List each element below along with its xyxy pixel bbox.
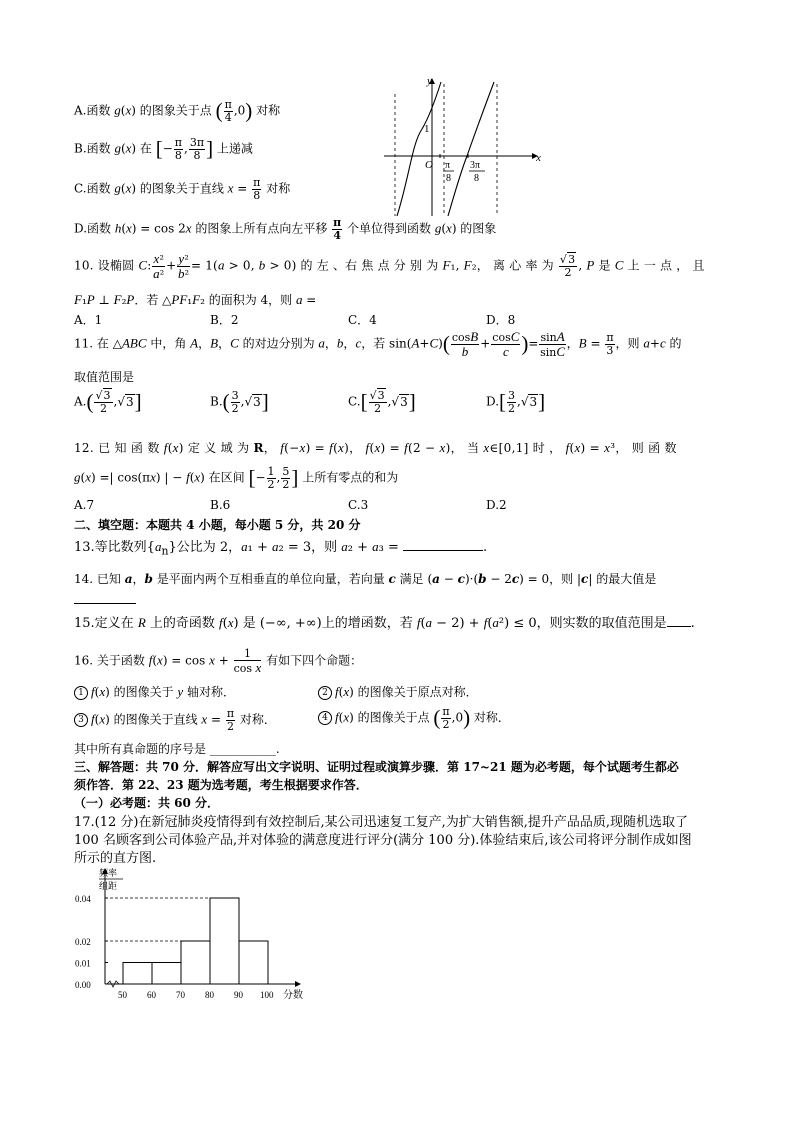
q16-tail: 其中所有真命题的序号是 ___________. xyxy=(74,742,280,756)
q17-line1: 17.(12 分)在新冠肺炎疫情得到有效控制后,某公司迅速复工复产,为扩大销售额,提升产品品质,现随机选取了 xyxy=(74,815,689,830)
histogram-bar-90-100 xyxy=(239,941,268,984)
q11-option-c: C.[ $\frac{√3}{2}$ ,√3] xyxy=(348,389,416,415)
q16-stem: 16. 关于函数 f(x) = cos x + $\frac{1}{\text{cos x}}$ 有如下四个命题： xyxy=(74,647,363,675)
q12-stem-line1: 12. 已 知 函 数 f(x) 定 义 域 为 R， f(−x) = f(x)， f(x) = f(2 − x)， 当 x∈[0,1] 时 ， f(x) = x³， 则 函 数 xyxy=(74,440,677,455)
svg-text:π: π xyxy=(445,160,451,171)
graph-origin-label: O xyxy=(425,159,433,171)
histogram-bar-80-90 xyxy=(210,898,239,984)
graph-x-tick-3pi-8 xyxy=(469,160,485,184)
q10-option-c: C．4 xyxy=(348,313,377,327)
x-tick-label-60: 60 xyxy=(147,990,156,1000)
q12-option-a: A.7 xyxy=(74,498,95,512)
q16-prop-4: 4 f(x) 的图像关于点 ( $\frac{\pi}{2}$ ,0) 对称． xyxy=(318,706,510,730)
q9-option-c: C.函数 g(x) 的图象关于直线 x = $\frac{\pi}{8}$ 对称 xyxy=(74,176,291,202)
q9-graph xyxy=(382,74,552,219)
histogram xyxy=(72,866,312,1001)
q16-prop-2: 2 f(x) 的图像关于原点对称． xyxy=(318,683,478,700)
q11-stem-line2: 取值范围是 xyxy=(74,370,135,384)
svg-text:8: 8 xyxy=(474,173,479,184)
q13: 13.等比数列$\{a_n\}$公比为 2，a₁ + a₂ = 3，则 a₂ + a₃ = . xyxy=(74,539,488,558)
q11-option-d: D.[ $\frac{3}{2}$ ,√3] xyxy=(486,389,546,415)
y-tick-label-0.04: 0.04 xyxy=(75,894,91,904)
x-tick-label-100: 100 xyxy=(260,990,274,1000)
histogram-bar-70-80 xyxy=(181,941,210,984)
section3-line2: 须作答．第 22、23 题为选考题，考生根据要求作答． xyxy=(74,778,368,792)
x-tick-label-70: 70 xyxy=(176,990,185,1000)
q9-option-b: B.函数 g(x) 在 [− $\frac{\pi}{8}$ , $\frac{3\pi}{8}$ ] 上递减 xyxy=(74,136,253,162)
graph-y-tick: 1 xyxy=(424,123,430,135)
q10-option-b: B．2 xyxy=(210,313,239,327)
q16-prop-1: 1 f(x) 的图像关于 y 轴对称． xyxy=(74,683,235,700)
x-tick-label-90: 90 xyxy=(234,990,243,1000)
x-tick-label-80: 80 xyxy=(205,990,214,1000)
q14: 14. 已知 a，b 是平面内两个互相垂直的单位向量，若向量 c 满足 (a − c)·(b − 2c) = 0，则 |c| 的最大值是 xyxy=(74,572,657,586)
q14-answer-blank[interactable] xyxy=(74,603,136,604)
q10-stem-line1: 10. 设椭圆 C: $\frac{\text{x²}}{\text{a²}}$ + $\frac{\text{y²}}{\text{b²}}$ = 1(a > 0, b > 0) 的 左 、右 焦 点 分 别 为 F₁, F₂， 离 心 率 为 $\frac{√3}{2}$ , P 是 C 上 一 点 ， 且 xyxy=(74,251,705,281)
q10-stem-line2: F₁P ⊥ F₂P．若 △PF₁F₂ 的面积为 4，则 a = xyxy=(74,292,317,307)
graph-x-label: x xyxy=(536,152,541,164)
y-axis-label-bottom: 组距 xyxy=(99,882,118,892)
graph-x-tick-pi-8 xyxy=(443,160,454,184)
q17-line2: 100 名顾客到公司体验产品,并对体验的满意度进行评分(满分 100 分).体验结束后,该公司将评分制作成如图 xyxy=(74,833,692,848)
q16-prop-3: 3 f(x) 的图像关于直线 x = $\frac{\pi}{2}$ 对称． xyxy=(74,708,276,732)
svg-text:8: 8 xyxy=(446,173,451,184)
required-heading: （一）必考题：共 60 分． xyxy=(74,796,220,810)
svg-text:3π: 3π xyxy=(470,160,481,171)
q11-stem-line1: 11. 在 △ABC 中，角 A，B，C 的对边分别为 a，b，c，若 sin(A+C)( $\frac{\cos B}{b}$ + $\frac{\cos C}{c}$ )= $\frac{\sin A}{\sin C}$ ，B = $\frac{\pi}{3}$ ，则 a+c 的 xyxy=(74,329,682,359)
x-axis-arrow xyxy=(295,981,301,987)
y-tick-label-0.01: 0.01 xyxy=(75,958,91,969)
histogram-bar-50-60 xyxy=(123,963,152,985)
x-axis-label: 分数 xyxy=(283,990,303,1001)
y-axis-label-top: 频率 xyxy=(99,869,118,879)
q10-option-d: D．8 xyxy=(486,313,516,327)
q12-option-b: B.6 xyxy=(210,498,231,512)
x-tick-label-50: 50 xyxy=(118,990,127,1000)
y-tick-label-0.02: 0.02 xyxy=(75,937,91,947)
q11-option-a: A.( $\frac{√3}{2}$ ,√3] xyxy=(74,389,142,415)
y-tick-label-0.00: 0.00 xyxy=(75,980,91,990)
section3-line1: 三、解答题：共 70 分．解答应写出文字说明、证明过程或演算步骤．第 17~21 题为必考题，每个试题考生都必 xyxy=(74,760,679,774)
histogram-bar-60-70 xyxy=(152,963,181,985)
q17-line3: 所示的直方图. xyxy=(74,851,157,866)
q9-option-a: A.函数 g(x) 的图象关于点 ( $\frac{\pi}{4}$ ,0) 对称 xyxy=(74,98,281,124)
q12-option-c: C.3 xyxy=(348,498,369,512)
q12-option-d: D.2 xyxy=(486,498,507,512)
q12-stem-line2: g(x) =| cos(πx) | − f(x) 在区间 [− $\frac{1}{2}$ , $\frac{5}{2}$ ] 上所有零点的和为 xyxy=(74,465,399,491)
q10-option-a: A．1 xyxy=(74,313,103,327)
q15: 15.定义在 R 上的奇函数 f(x) 是 (−∞, +∞)上的增函数，若 f(a − 2) + f(a²) ≤ 0，则实数的取值范围是 . xyxy=(74,615,695,631)
q11-option-b: B.( $\frac{3}{2}$ ,√3] xyxy=(210,389,269,415)
graph-y-label: y xyxy=(427,75,432,87)
q9-option-d: D.函数 h(x) = cos 2x 的图象上所有点向左平移 $\frac{\pi}{4}$ 个单位得到函数 g(x) 的图象 xyxy=(74,216,497,242)
section2-heading: 二、填空题：本题共 4 小题，每小题 5 分，共 20 分 xyxy=(74,518,361,532)
